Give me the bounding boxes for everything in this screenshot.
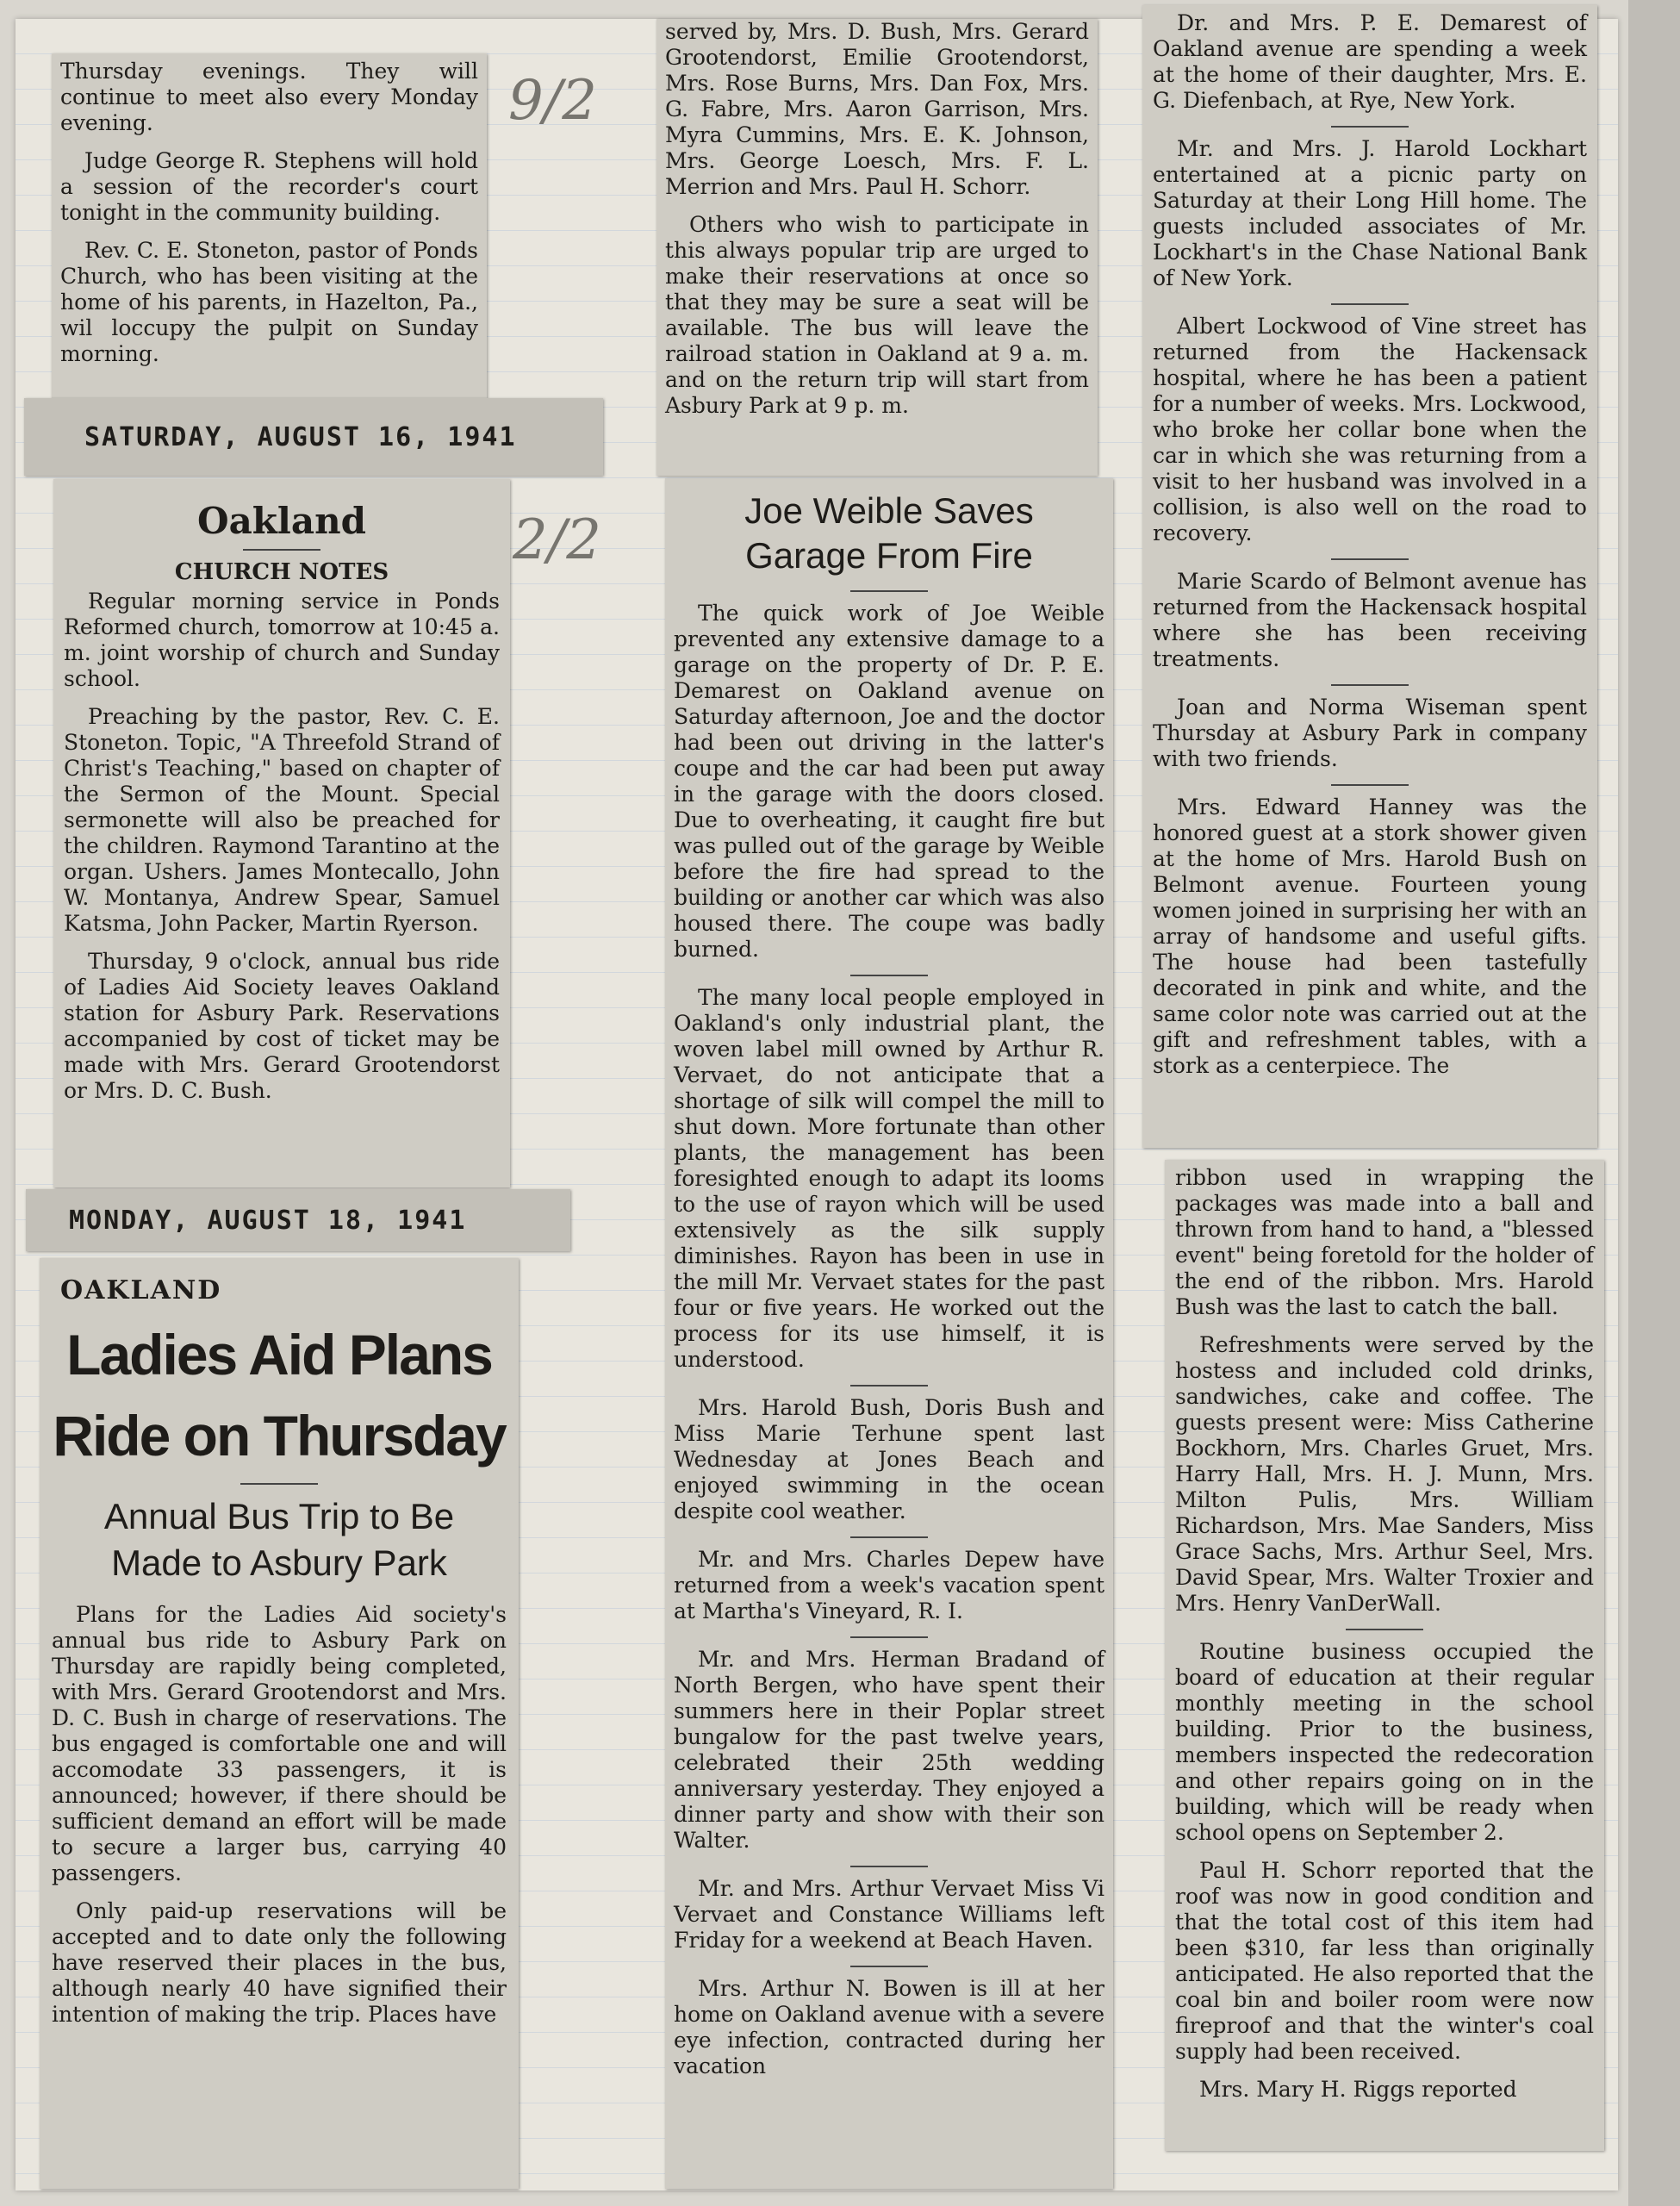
clip-ladies-aid xyxy=(40,1258,519,2189)
divider xyxy=(243,549,320,551)
paragraph: Mr. and Mrs. Charles Depew have returned from a week's vacation spent at Martha's Vineyard, R. I. xyxy=(674,1547,1104,1623)
paragraph: ribbon used in wrapping the packages was made into a ball and thrown from hand to hand, a "blessed event" being foretold for the holder of the end of the ribbon. Mrs. Harold Bush was the last to catch the ball. xyxy=(1175,1165,1594,1319)
paragraph: Joan and Norma Wiseman spent Thursday at Asbury Park in company with two friends. xyxy=(1153,695,1587,771)
divider xyxy=(1331,784,1409,786)
divider xyxy=(850,975,928,976)
divider xyxy=(240,1483,318,1485)
clip-col3-top xyxy=(1142,5,1597,1148)
divider xyxy=(850,1536,928,1538)
page-edge xyxy=(1628,0,1680,2206)
headline: Joe Weible Saves Garage From Fire xyxy=(744,490,1034,576)
divider xyxy=(1331,684,1409,686)
divider xyxy=(850,590,928,592)
paragraph: Thursday evenings. They will continue to meet also every Monday evening. xyxy=(60,59,478,135)
divider xyxy=(1346,1629,1423,1630)
section-label: OAKLAND xyxy=(60,1275,222,1306)
paragraph: Routine business occupied the board of education at their regular monthly meeting in the school building. Prior to the business, members inspected the redecoration and other repairs going on in the building, which will be ready when school opens on September 2. xyxy=(1175,1639,1594,1845)
paragraph: Paul H. Schorr reported that the roof was now in good condition and that the total cost of this item had been $310, far less than originally anticipated. He also reported that the coal bin and boiler room were now fireproof and that the winter's coal supply had been received. xyxy=(1175,1858,1594,2064)
paragraph: Mrs. Mary H. Riggs reported xyxy=(1199,2077,1517,2102)
paragraph: Refreshments were served by the hostess and included cold drinks, sandwiches, cake and coffee. The guests present were: Miss Catherine Bockhorn, Mrs. Charles Gruet, Mrs. Harry Hall, Mrs. H. J. Munn, Mrs. Milton Pulis, Mrs. William Richardson, Mrs. Mae Sanders, Miss Grace Sachs, Mrs. Arthur Seel, Mrs. David Spear, Mrs. Walter Troxier and Mrs. Henry VanDerWall. xyxy=(1175,1332,1594,1616)
paragraph: Dr. and Mrs. P. E. Demarest of Oakland avenue are spending a week at the home of their daughter, Mrs. E. G. Diefenbach, at Rye, New York. xyxy=(1153,10,1587,113)
divider xyxy=(850,1866,928,1867)
paragraph: Mr. and Mrs. Arthur Vervaet Miss Vi Vervaet and Constance Williams left Friday for a weekend at Beach Haven. xyxy=(674,1876,1104,1953)
date-label: MONDAY, AUGUST 18, 1941 xyxy=(69,1205,467,1236)
pencil-note-top: 9/2 xyxy=(508,69,597,133)
section-title: Oakland xyxy=(197,500,366,542)
divider xyxy=(850,1636,928,1638)
paragraph: Mrs. Arthur N. Bowen is ill at her home on Oakland avenue with a severe eye infection, contracted during her vacation xyxy=(674,1976,1104,2078)
paragraph: Plans for the Ladies Aid society's annual bus ride to Asbury Park on Thursday are rapidly being completed, with Mrs. Gerard Grootendorst and Mrs. D. C. Bush in charge of reservations. The bus engaged is comfortable one and will accomodate 33 passengers, it is announced; however, if there should be sufficient demand an effort will be made to secure a larger bus, carrying 40 passengers. xyxy=(52,1602,507,1885)
date-strip-monday xyxy=(26,1189,570,1251)
paragraph: Thursday, 9 o'clock, annual bus ride of Ladies Aid Society leaves Oakland station for Asbury Park. Reservations accompanied by cost of ticket may be made with Mrs. Gerard Grootendorst or Mrs. D. C. Bush. xyxy=(64,949,500,1103)
divider xyxy=(1331,303,1409,305)
clip-oakland-church-notes xyxy=(53,479,510,1187)
paragraph: Marie Scardo of Belmont avenue has returned from the Hackensack hospital where she has been receiving treatments. xyxy=(1153,569,1587,671)
headline: Ladies Aid Plans Ride on Thursday xyxy=(53,1323,506,1468)
pencil-note-middle: 2/2 xyxy=(513,508,601,572)
paragraph: Preaching by the pastor, Rev. C. E. Stoneton. Topic, "A Threefold Strand of Christ's Teaching," based on chapter of the Sermon of the Mount. Special sermonette will also be preached for the children. Raymond Tarantino at the organ. Ushers. James Montecallo, John W. Montanya, Andrew Spear, Samuel Katsma, John Packer, Martin Ryerson. xyxy=(64,704,500,936)
paragraph: Only paid-up reservations will be accepted and to date only the following have reserved their places in the bus, although nearly 40 have signified their intention of making the trip. Places have xyxy=(52,1898,507,2027)
paragraph: Mr. and Mrs. Herman Bradand of North Bergen, who have spent their summers here in their Poplar street bungalow for the past twelve years, celebrated their 25th wedding anniversary yesterday. They enjoyed a dinner party and show with their son Walter. xyxy=(674,1647,1104,1853)
paragraph: Judge George R. Stephens will hold a session of the recorder's court tonight in the community building. xyxy=(60,148,478,225)
clip-col1-top xyxy=(52,53,487,398)
paragraph: Regular morning service in Ponds Reformed church, tomorrow at 10:45 a. m. joint worship of church and Sunday school. xyxy=(64,589,500,691)
paragraph: Mrs. Edward Hanney was the honored guest at a stork shower given at the home of Mrs. Harold Bush on Belmont avenue. Fourteen young women joined in surprising her with an array of handsome and useful gifts. The house had been tastefully decorated in pink and white, and the same color note was carried out at the gift and refreshment tables, with a stork as a centerpiece. The xyxy=(1153,795,1587,1078)
paragraph: Others who wish to participate in this always popular trip are urged to make their reservations at once so that they may be sure a seat will be available. The bus will leave the railroad station in Oakland at 9 a. m. and on the return trip will start from Asbury Park at 9 p. m. xyxy=(665,212,1089,418)
date-label: SATURDAY, AUGUST 16, 1941 xyxy=(84,421,517,452)
divider xyxy=(850,1385,928,1387)
paragraph: served by, Mrs. D. Bush, Mrs. Gerard Grootendorst, Emilie Grootendorst, Mrs. Rose Burns, Mrs. Dan Fox, Mrs. G. Fabre, Mrs. Aaron Garrison, Mrs. Myra Cummins, Mrs. E. K. Johnson, Mrs. George Loesch, Mrs. F. L. Merrion and Mrs. Paul H. Schorr. xyxy=(665,19,1089,199)
paragraph: Mrs. Harold Bush, Doris Bush and Miss Marie Terhune spent last Wednesday at Jones Beach and enjoyed swimming in the ocean despite cool weather. xyxy=(674,1395,1104,1524)
divider xyxy=(1331,126,1409,128)
clip-joe-weible xyxy=(665,478,1113,2189)
subheadline: Annual Bus Trip to Be Made to Asbury Park xyxy=(103,1496,455,1583)
divider xyxy=(850,1966,928,1967)
paragraph: Mr. and Mrs. J. Harold Lockhart entertained at a picnic party on Saturday at their Long Hill home. The guests included associates of Mr. Lockhart's in the Chase National Bank of New York. xyxy=(1153,136,1587,290)
paragraph: The quick work of Joe Weible prevented any extensive damage to a garage on the property of Dr. P. E. Demarest on Oakland avenue on Saturday afternoon, Joe and the doctor had been out driving in the latter's coupe and the car had been put away in the garage with the doors closed. Due to overheating, it caught fire but was pulled out of the garage by Weible before the fire had spread to the building or another car which was also housed there. The coupe was badly burned. xyxy=(674,601,1104,962)
clip-col2-top xyxy=(656,19,1098,476)
subsection-title: CHURCH NOTES xyxy=(174,559,389,585)
clip-col3-bottom xyxy=(1165,1160,1604,2151)
paragraph: Rev. C. E. Stoneton, pastor of Ponds Church, who has been visiting at the home of his parents, in Hazelton, Pa., wil loccupy the pulpit on Sunday morning. xyxy=(60,238,478,366)
divider xyxy=(1331,558,1409,560)
paragraph: The many local people employed in Oakland's only industrial plant, the woven label mill owned by Arthur R. Vervaet, do not anticipate that a shortage of silk will compel the mill to shut down. More fortunate than other plants, the management has been foresighted enough to adapt its looms to the use of rayon which will be used extensively as the silk supply diminishes. Rayon has been in use in the mill Mr. Vervaet states for the past four or five years. He worked out the process for its use himself, it is understood. xyxy=(674,985,1104,1372)
date-strip-saturday xyxy=(24,398,603,476)
paragraph: Albert Lockwood of Vine street has returned from the Hackensack hospital, where he has been a patient for a number of weeks. Mrs. Lockwood, who broke her collar bone when the car in which she was returning from a visit to her husband was involved in a collision, is also well on the road to recovery. xyxy=(1153,314,1587,545)
